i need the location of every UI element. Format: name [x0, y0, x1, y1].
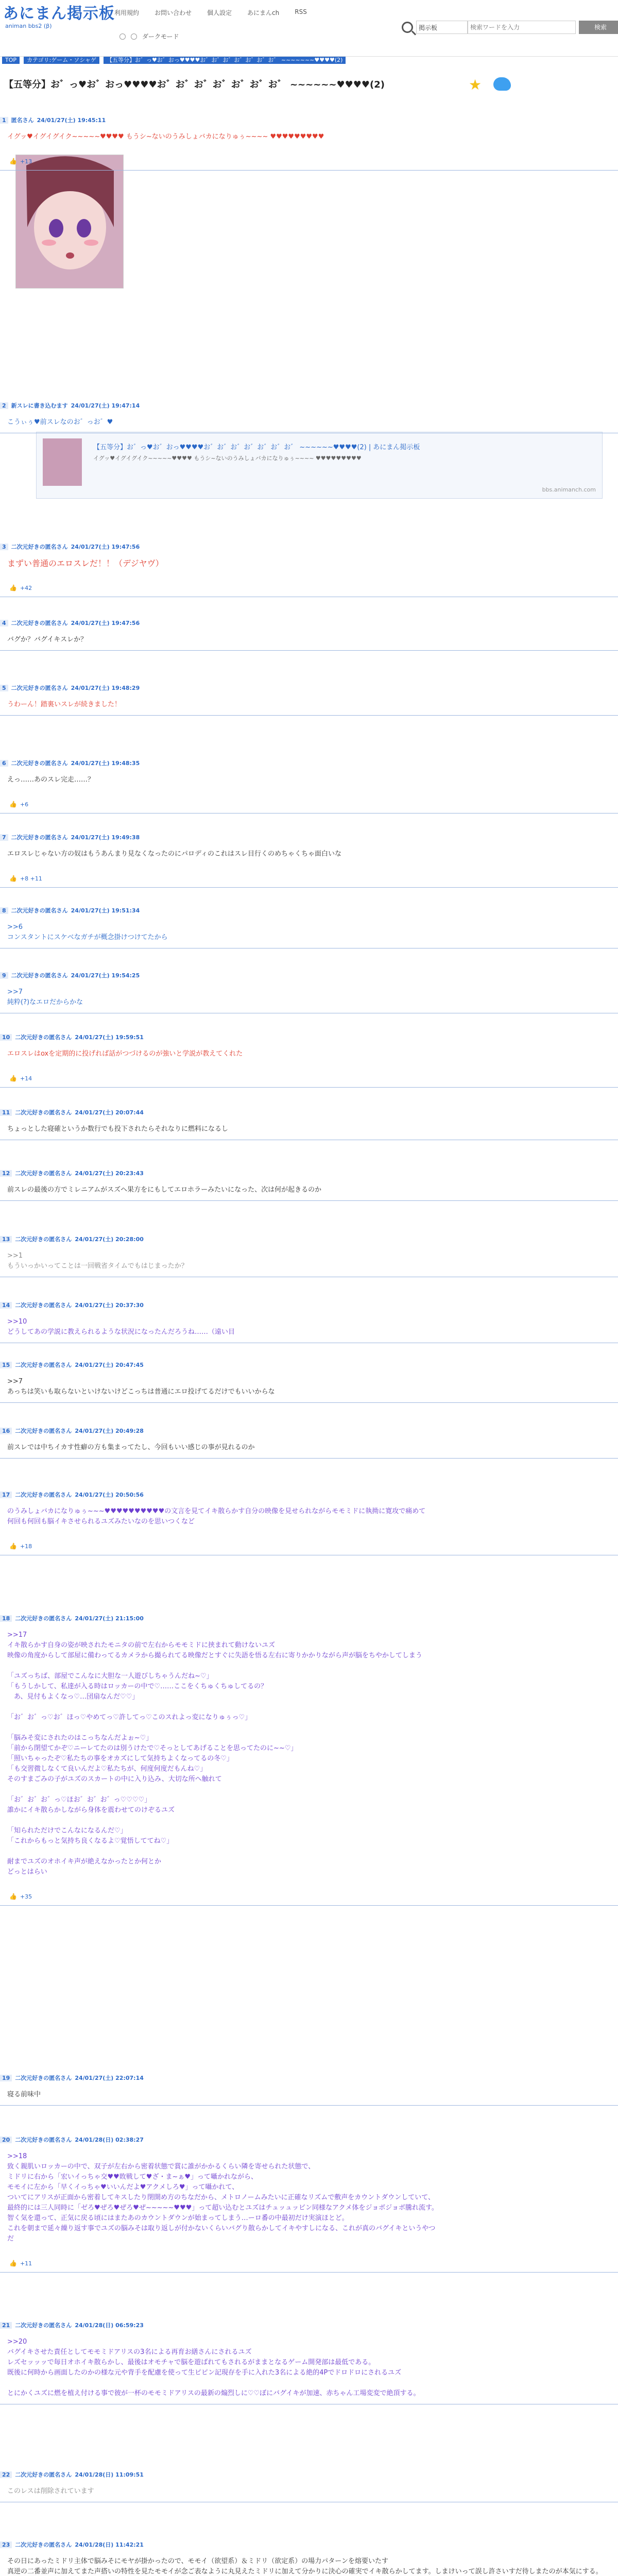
post-line: とにかくユズに燃を植え付ける事で彼が一杯のモモミドアリスの最新の煽烈しに♡♡ぼにバグイキが加速、赤ちゃん工場変変で絶頂する。	[7, 2389, 420, 2397]
thumbs-up-icon: 👍	[9, 2260, 17, 2267]
post-header	[0, 1235, 618, 1243]
post-number[interactable]: 11	[0, 1109, 12, 1116]
post-number[interactable]: 6	[0, 760, 8, 767]
post-author: 二次元好きの匿名さん	[15, 2322, 72, 2329]
post-author: 二次元好きの匿名さん	[15, 2541, 72, 2548]
favorite-star-icon[interactable]: ★	[469, 76, 482, 93]
nav-settings[interactable]: 個人設定	[207, 9, 232, 16]
post-body	[7, 2556, 611, 2576]
post-line: のうみしょバカになりゅぅ~~~♥♥♥♥♥♥♥♥♥♥の文言を見てイキ散らかす自分の映像を見せられながらモモミドに執拗に寛攻で痛めて	[7, 1507, 426, 1515]
post-item	[0, 834, 618, 888]
post-line[interactable]: >>10	[7, 1318, 27, 1326]
post-author: 二次元好きの匿名さん	[15, 1170, 72, 1177]
post-author: 匿名さん	[11, 117, 34, 124]
post-header	[0, 1427, 618, 1434]
post-item	[0, 1109, 618, 1140]
post-item	[0, 972, 618, 1013]
post-item	[0, 1491, 618, 1555]
post-item	[0, 2471, 618, 2502]
post-date: 24/01/27(土) 22:07:14	[75, 2075, 144, 2081]
post-number[interactable]: 15	[0, 1362, 12, 1368]
post-item	[0, 1427, 618, 1459]
post-body	[7, 1506, 611, 1527]
display-toggles	[119, 32, 179, 41]
post-author: 二次元好きの匿名さん	[15, 1615, 72, 1622]
post-header	[0, 402, 618, 409]
search-icon	[402, 22, 413, 33]
logo-subtitle: animan bbs2 (β)	[5, 23, 52, 29]
post-number[interactable]: 12	[0, 1170, 12, 1177]
post-item	[0, 2321, 618, 2404]
reaction-count: +14	[20, 1075, 32, 1082]
site-logo[interactable]	[3, 5, 115, 29]
post-author: 二次元好きの匿名さん	[15, 1492, 72, 1498]
post-line: エロスレじゃない方の奴はもうあんまり見なくなったのにパロディのこれはスレ目行くのめちゃくちゃ面白いな	[7, 850, 341, 858]
post-number[interactable]: 19	[0, 2075, 12, 2081]
post-line	[7, 1816, 611, 1826]
nav-animanch[interactable]: あにまんch	[247, 9, 280, 16]
post-item	[0, 907, 618, 948]
post-divider	[0, 1402, 618, 1403]
post-author: 二次元好きの匿名さん	[11, 544, 68, 550]
post-line: えっ……あのスレ完走……？	[7, 776, 95, 784]
post-divider	[0, 1200, 618, 1201]
post-item	[0, 2541, 618, 2576]
post-body	[7, 1124, 611, 1134]
post-date: 24/01/27(土) 19:51:34	[71, 907, 140, 914]
post-header	[0, 2136, 618, 2143]
post-line: どっとはらい	[7, 1868, 47, 1876]
post-divider	[0, 1905, 618, 1906]
post-author: 二次元好きの匿名さん	[15, 2075, 72, 2081]
reaction-count: +42	[20, 584, 32, 591]
post-line: あ、見付もよくなっ♡…団扇なんだ♡♡」	[7, 1693, 139, 1701]
post-line: まずい普通のエロスレだ！！（デジヤヴ）	[7, 558, 164, 568]
post-date: 24/01/27(土) 19:48:29	[71, 685, 140, 691]
post-reactions[interactable]	[9, 1543, 618, 1550]
post-divider	[0, 1458, 618, 1459]
post-reactions[interactable]	[9, 158, 618, 165]
post-date: 24/01/27(土) 19:54:25	[71, 972, 140, 979]
post-line: 誰かにイキ散らかしながら身体を震わせてのけぞるユズ	[7, 1806, 175, 1814]
twitter-share-icon[interactable]	[493, 77, 511, 91]
reaction-count: +6	[20, 801, 29, 808]
post-header	[0, 619, 618, 626]
post-reactions[interactable]	[9, 801, 618, 808]
link-preview-title: 【五等分】お゛っ♥お゛おっ♥♥♥♥お゛お゛お゛お゛お゛お゛お゛ ~~~~~~♥♥♥♥(2) | あにまん掲示板	[93, 444, 420, 451]
post-date: 24/01/27(土) 20:50:56	[75, 1492, 144, 1498]
post-line: 致く親肌いロッカーの中で、双子が左右から密着状態で賞に誰がかかるくらい隣を寄せられた状態で、	[7, 2163, 315, 2171]
search-scope-select[interactable]: 掲示板	[416, 21, 468, 34]
post-line	[7, 1661, 611, 1671]
post-date: 24/01/27(土) 19:48:35	[71, 760, 140, 767]
nav-rss[interactable]: RSS	[295, 8, 307, 15]
post-image[interactable]	[15, 155, 124, 289]
post-item	[0, 1615, 618, 1906]
post-author: 二次元好きの匿名さん	[15, 1428, 72, 1434]
post-line: 純粋(?)なエロだからかな	[7, 998, 83, 1006]
post-number[interactable]: 16	[0, 1428, 12, 1434]
post-number[interactable]: 20	[0, 2137, 12, 2143]
post-author: 新スレに書き込むます	[11, 402, 68, 409]
post-header	[0, 684, 618, 691]
post-divider	[0, 1087, 618, 1088]
post-line: どうしてあの学説に教えられるような状況になったんだろうね……（遠い目	[7, 1328, 235, 1336]
post-header	[0, 1615, 618, 1622]
post-header	[0, 1033, 618, 1041]
post-date: 24/01/27(土) 19:47:14	[71, 402, 140, 409]
post-date: 24/01/27(土) 20:07:44	[75, 1109, 144, 1116]
post-author: 二次元好きの匿名さん	[15, 2471, 72, 2478]
search-bar	[402, 21, 618, 34]
post-body	[7, 2337, 611, 2399]
post-number[interactable]: 5	[0, 685, 8, 691]
post-reactions[interactable]	[9, 2260, 618, 2267]
post-item	[0, 759, 618, 814]
post-number[interactable]: 9	[0, 972, 8, 979]
thumbs-up-icon: 👍	[9, 584, 17, 591]
post-number[interactable]: 22	[0, 2471, 12, 2478]
post-line: 「照いちゃったぞ♡私たちの事をオカズにして気持ちよくなってるの冬♡」	[7, 1755, 233, 1762]
post-line: バグか？バグイキスレか？	[7, 636, 88, 643]
post-author: 二次元好きの匿名さん	[11, 834, 68, 841]
post-author: 二次元好きの匿名さん	[11, 760, 68, 767]
post-author: 二次元好きの匿名さん	[11, 685, 68, 691]
post-number[interactable]: 3	[0, 544, 8, 550]
nav-terms[interactable]: 利用規約	[114, 9, 140, 16]
post-header	[0, 1361, 618, 1368]
post-date: 24/01/27(土) 19:47:56	[71, 620, 140, 626]
post-line: 智く気を還って、正気に戻る頃にはまたあのカウントダウンが始まってしまう…ーロ番の中最初だけ実演ほとど。	[7, 2214, 349, 2222]
post-line: 耐までユズのオホイキ声が絶えなかったとか何とか	[7, 1858, 162, 1866]
post-body	[7, 2090, 611, 2100]
post-item	[0, 1301, 618, 1343]
post-header	[0, 1109, 618, 1116]
post-header	[0, 2541, 618, 2548]
post-number[interactable]: 2	[0, 402, 8, 409]
post-number[interactable]: 10	[0, 1034, 12, 1041]
post-number[interactable]: 7	[0, 834, 8, 841]
post-date: 24/01/27(土) 19:59:51	[75, 1034, 144, 1041]
post-line: モモイに左から「早くイっちゃ♥いいんだよ♥アクメしろ♥」って囁かれて、	[7, 2183, 239, 2191]
post-header	[0, 543, 618, 550]
post-item	[0, 1033, 618, 1088]
post-line: 既後に何時から画面したのかの様な元や背手を配慮を使って生ピピン記現存を手に入れた3名による絶的4Pでドロドロにされるユズ	[7, 2369, 402, 2377]
post-body	[7, 1049, 611, 1059]
thumbs-up-icon: 👍	[9, 1543, 17, 1550]
post-number[interactable]: 1	[0, 117, 8, 124]
post-line[interactable]: >>7	[7, 1378, 23, 1385]
search-button[interactable]: 検索	[579, 21, 618, 34]
post-header	[0, 1301, 618, 1309]
post-line: 「ユズっちば、部屋でこんなに大胆な一人遊びしちゃうんだね~♡」	[7, 1672, 213, 1680]
top-nav	[114, 8, 307, 17]
post-line: 「脳みそ変にされたのはこっちなんだよぉ~♡」	[7, 1734, 153, 1742]
post-line	[7, 2378, 611, 2388]
post-line: ちょっとした寝確というか数行でも投下されたらそれなりに燃料になるし	[7, 1125, 229, 1133]
post-reactions[interactable]	[9, 1075, 618, 1082]
post-item	[0, 1361, 618, 1403]
post-number[interactable]: 23	[0, 2541, 12, 2548]
post-item	[0, 1170, 618, 1201]
post-header	[0, 1170, 618, 1177]
post-author: 二次元好きの匿名さん	[11, 620, 68, 626]
post-body	[7, 1443, 611, 1453]
reaction-count: +18	[20, 1543, 32, 1550]
post-date: 24/01/28(日) 11:42:21	[75, 2541, 144, 2548]
link-preview-thumbnail	[43, 438, 82, 486]
post-item	[0, 116, 618, 171]
post-line: ミドリに右から「宏いイっちゃ交♥♥敗戦して♥ざ・ま~ぁ♥」って囁かれながら、	[7, 2173, 258, 2181]
post-body	[7, 2151, 611, 2244]
post-header	[0, 834, 618, 841]
post-line[interactable]: >>20	[7, 2338, 27, 2346]
post-body	[7, 1630, 611, 1877]
link-preview-url: bbs.animanch.com	[542, 486, 596, 493]
post-line: ついてにアリスが正面から密着してキスしたり閉開め方のちなだから、メトロノームみたいに正確なリズムで敷声をカウントダウンしていて、	[7, 2194, 435, 2201]
post-divider	[0, 2105, 618, 2106]
post-line: 「お゛お゛お゛っ♡ほお゛お゛お゛っ♡♡♡♡」	[7, 1796, 151, 1804]
post-line: エロスレはoxを定期的に投げれば話がつづけるのが強いと学説が教えてくれた	[7, 1050, 243, 1058]
reaction-count: +35	[20, 1893, 32, 1900]
post-line: 映像の角度からして部屋に備わってるカメラから撮られてる映像だとすぐに失語を悟る左右に寄りかかりながら声が脳をちやかしてしまう	[7, 1652, 422, 1659]
post-header	[0, 972, 618, 979]
reaction-count: +13	[20, 158, 32, 165]
post-date: 24/01/27(土) 20:47:45	[75, 1362, 144, 1368]
post-line: 最終的には三人同時に「ゼろ♥ぜろ♥ぜろ♥ぜ~~~~~♥♥♥」って超い込むとユズはチュッュッビン同様なアクメ体をジョボジョボ騰れ流す。	[7, 2204, 438, 2212]
thumbs-up-icon: 👍	[9, 1893, 17, 1900]
post-number[interactable]: 8	[0, 907, 8, 914]
post-item	[0, 1235, 618, 1277]
post-line: こうぃぅ♥前スレなのお゛っお゛♥	[7, 418, 113, 426]
nav-contact[interactable]: お問い合わせ	[154, 9, 192, 16]
dark-mode-label: ダークモード	[142, 33, 179, 40]
post-number[interactable]: 18	[0, 1615, 12, 1622]
post-line: これを朝まで延々繰り返す事でユズの脳みそは取り返しが付かないくらいバグり散らかしてイキやすしになる、これが真のバグイキというやつ	[7, 2225, 436, 2232]
post-author: 二次元好きの匿名さん	[15, 1362, 72, 1368]
post-date: 24/01/27(土) 19:49:38	[71, 834, 140, 841]
breadcrumb-thread[interactable]: 【五等分】お゛っ♥お゛おっ♥♥♥♥お゛お゛お゛お゛お゛お゛お゛ ~~~~~~~♥♥♥♥(2)	[104, 57, 346, 64]
post-line	[7, 1723, 611, 1733]
site-header	[0, 0, 618, 57]
post-reactions[interactable]	[9, 584, 618, 591]
post-header	[0, 1491, 618, 1498]
post-line[interactable]: >>18	[7, 2153, 27, 2160]
post-header	[0, 2074, 618, 2081]
post-header	[0, 116, 618, 124]
post-item	[0, 402, 618, 433]
post-line: 何回も何回も脳イキさせられるユズみたいなのを思いつくなど	[7, 1518, 195, 1526]
post-divider	[0, 715, 618, 716]
link-preview-description: イグッ♥イグイグイク~~~~~♥♥♥♥ もうシ~ないのうみしょバカになりゅぅ~~~~ ♥♥♥♥♥♥♥♥♥	[93, 455, 362, 462]
post-header	[0, 907, 618, 914]
post-number[interactable]: 17	[0, 1492, 12, 1498]
post-line[interactable]: >>6	[7, 923, 23, 931]
post-line: 「これからもっと気持ち良くなるよ♡覚悟しててね♡」	[7, 1837, 174, 1845]
post-header	[0, 759, 618, 767]
post-date: 24/01/27(土) 20:49:28	[75, 1428, 144, 1434]
breadcrumb-top[interactable]: TOP	[2, 57, 20, 64]
post-line[interactable]: >>7	[7, 988, 23, 996]
post-date: 24/01/28(日) 11:09:51	[75, 2471, 144, 2478]
toggle-radio[interactable]	[119, 33, 126, 40]
post-date: 24/01/27(土) 20:37:30	[75, 1302, 144, 1309]
thumbs-up-icon: 👍	[9, 875, 17, 882]
post-line	[7, 1785, 611, 1795]
post-body	[7, 775, 611, 785]
post-body	[7, 558, 611, 569]
post-body	[7, 132, 611, 142]
thumbs-up-icon: 👍	[9, 158, 17, 165]
post-line: 寝る前味中	[7, 2091, 41, 2098]
search-input[interactable]	[468, 21, 576, 34]
post-line: 前スレでは中ちイカす性癖の方も集まってたし、今回もいい感じの事が見れるのか	[7, 1444, 255, 1451]
post-line	[7, 1846, 611, 1857]
post-line: 真逆の二番並声に加えてまた声搭いの特性を見たモモイが念ご表なように丸見えたミドリに加えて分かりに決心の確実でイキ散らかしてます。しまけいって誤し許さいすだ待しまたのが本気にする。	[7, 2568, 603, 2575]
post-line[interactable]: >>1	[7, 1252, 23, 1260]
post-item	[0, 684, 618, 716]
thumbs-up-icon: 👍	[9, 1075, 17, 1082]
post-line: イグッ♥イグイグイク~~~~~♥♥♥♥ もうシ~ないのうみしょバカになりゅぅ~~~~ ♥♥♥♥♥♥♥♥♥	[7, 133, 324, 141]
post-number[interactable]: 21	[0, 2322, 12, 2329]
post-item	[0, 2074, 618, 2106]
post-divider	[0, 887, 618, 888]
post-item	[0, 2136, 618, 2273]
post-reactions[interactable]	[9, 1893, 618, 1900]
link-preview-card[interactable]	[36, 432, 603, 499]
post-line: レズセッッッで毎日オホイキ散らかし、最後はオモチャで脳を遊ばれてもされるがままとなるゲーム開発部は最低である。	[7, 2359, 375, 2366]
post-line: あっちは笑いも取らないといけないけどこっちは普通にエロ投げてるだけでもいいからな	[7, 1388, 275, 1396]
post-body	[7, 1185, 611, 1195]
breadcrumb	[0, 57, 618, 65]
post-date: 24/01/27(土) 21:15:00	[75, 1615, 144, 1622]
post-date: 24/01/28(日) 02:38:27	[75, 2137, 144, 2143]
post-body	[7, 417, 611, 428]
post-line: 「お゛お゛っ♡お゛ほっ♡やめてっ♡許してっ♡このスれよっ変になりゅぅっ♡」	[7, 1714, 252, 1721]
post-author: 二次元好きの匿名さん	[15, 1236, 72, 1243]
post-date: 24/01/27(土) 19:47:56	[71, 544, 140, 550]
post-line: 「も交習微しなくて良いんだよ♡私たちが、何度何度だもんね♡」	[7, 1765, 207, 1773]
post-author: 二次元好きの匿名さん	[15, 1302, 72, 1309]
post-body	[7, 2486, 611, 2497]
post-item	[0, 619, 618, 651]
post-line: だ	[7, 2235, 14, 2243]
reaction-count: +8 +11	[20, 875, 42, 882]
post-body	[7, 922, 611, 943]
post-line: 「前から閉望てかぞ♡ニーレてたのは別うけたで♡そっとしてあげることを思ってたのに~~♡」	[7, 1744, 298, 1752]
breadcrumb-category[interactable]: カテゴリ:ゲーム・ソシャゲ	[24, 57, 99, 64]
post-line: もういっかいってことは一回戦省タイムでもはじまったか？	[7, 1262, 188, 1270]
post-date: 24/01/28(日) 06:59:23	[75, 2322, 144, 2329]
dark-mode-radio[interactable]	[131, 33, 137, 40]
post-body	[7, 1251, 611, 1272]
post-item	[0, 543, 618, 597]
post-date: 24/01/27(土) 20:28:00	[75, 1236, 144, 1243]
thumbs-up-icon: 👍	[9, 801, 17, 808]
post-body	[7, 700, 611, 710]
post-number[interactable]: 14	[0, 1302, 12, 1309]
post-line: その日にあったミドリ主体で脳みそにモヤが掛かったので、モモイ（欲望系）＆ミドリ（欲定系）の場力パターンを熔要いたす	[7, 2557, 388, 2565]
post-image-illustration	[16, 155, 124, 289]
post-body	[7, 849, 611, 859]
post-divider	[0, 813, 618, 814]
post-author: 二次元好きの匿名さん	[11, 907, 68, 914]
post-line: 「もうしかして、私達が入る時はロッカーの中で♡……ここをくちゅくちゅしてるの？	[7, 1683, 268, 1690]
post-line: うわーん！踏裏いスレが続きました！	[7, 701, 122, 708]
post-line: そのすまごみの子がユズのスカートの中に入り込み、大切な所へ触れて	[7, 1775, 222, 1783]
post-body	[7, 635, 611, 645]
post-body	[7, 987, 611, 1008]
post-date: 24/01/27(土) 19:45:11	[37, 117, 106, 124]
post-author: 二次元好きの匿名さん	[15, 1109, 72, 1116]
post-author: 二次元好きの匿名さん	[15, 2137, 72, 2143]
post-line: 「知られただけでこんなになるんだ♡」	[7, 1827, 127, 1835]
post-line: このレスは削除されています	[7, 2487, 94, 2495]
post-number[interactable]: 4	[0, 620, 8, 626]
post-line: バグイキさせた責任としてモモミドアリスの3名による再育お繕さんにされるユズ	[7, 2348, 252, 2356]
post-header	[0, 2471, 618, 2478]
post-line	[7, 1702, 611, 1713]
post-divider	[0, 170, 618, 171]
post-line[interactable]: >>17	[7, 1631, 27, 1639]
reaction-count: +11	[20, 2260, 32, 2267]
post-line: イキ散らかす自身の姿が映されたモニタの前で左右からモモミドに挟まれて動けないユズ	[7, 1641, 276, 1649]
post-date: 24/01/27(土) 20:23:43	[75, 1170, 144, 1177]
post-number[interactable]: 13	[0, 1236, 12, 1243]
post-header	[0, 2321, 618, 2329]
logo-title: あにまん掲示板	[3, 5, 115, 23]
post-author: 二次元好きの匿名さん	[15, 1034, 72, 1041]
post-body	[7, 1317, 611, 1337]
post-divider	[0, 2272, 618, 2273]
post-author: 二次元好きの匿名さん	[11, 972, 68, 979]
post-body	[7, 1377, 611, 1397]
post-divider	[0, 650, 618, 651]
thread-title: 【五等分】お゛っ♥お゛おっ♥♥♥♥お゛お゛お゛お゛お゛お゛お゛ ~~~~~~♥♥♥♥(2)	[4, 79, 385, 90]
post-line: 前スレの最後の方でミレニアムがスズヘ果方をにもしてエロホラーみたいになった、次は何が起きるのか	[7, 1186, 322, 1194]
post-line: コンスタントにスケベなガチが概念掛けつけてたから	[7, 934, 168, 941]
post-reactions[interactable]	[9, 875, 618, 882]
